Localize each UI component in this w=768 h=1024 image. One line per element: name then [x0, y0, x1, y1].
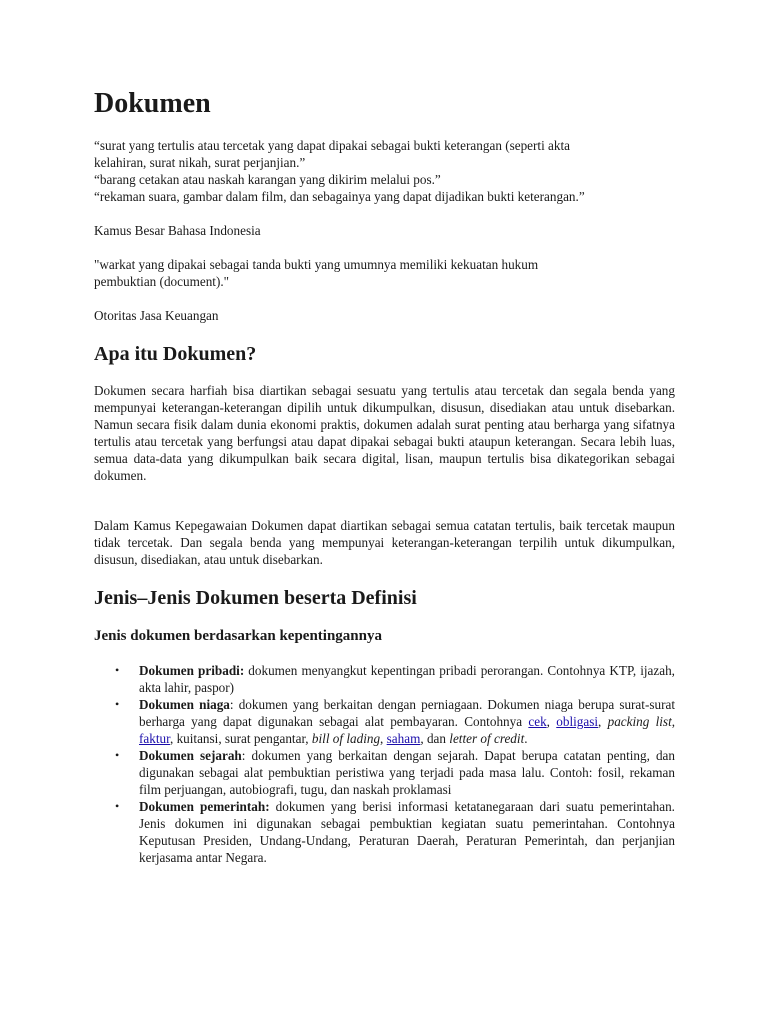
- quote-line: pembuktian (document).": [94, 274, 230, 289]
- term-dokumen-sejarah: Dokumen sejarah: [139, 748, 242, 763]
- term-letter-of-credit: letter of credit: [449, 731, 525, 746]
- source-ojk: Otoritas Jasa Keuangan: [94, 308, 219, 323]
- term-dokumen-pemerintah: Dokumen pemerintah:: [139, 799, 270, 814]
- source-kbbi: Kamus Besar Bahasa Indonesia: [94, 223, 261, 238]
- term-packing-list: packing list: [607, 714, 672, 729]
- separator-text: ,: [546, 714, 557, 729]
- link-faktur[interactable]: faktur: [139, 731, 170, 746]
- page-title: Dokumen: [94, 88, 211, 119]
- separator-text: ,: [380, 731, 387, 746]
- term-dokumen-pribadi: Dokumen pribadi:: [139, 663, 245, 678]
- quote-line: “surat yang tertulis atau tercetak yang dapat dipakai sebagai bukti keterangan (seperti akta: [94, 138, 571, 153]
- kbbi-definition-quotes: [94, 137, 675, 205]
- quote-line: "warkat yang dipakai sebagai tanda bukti yang umumnya memiliki kekuatan hukum: [94, 257, 539, 272]
- list-item-dokumen-pribadi: [94, 662, 675, 696]
- heading-jenis-dokumen: Jenis–Jenis Dokumen beserta Definisi: [94, 587, 417, 609]
- term-dokumen-niaga: Dokumen niaga: [139, 697, 230, 712]
- quote-line: “barang cetakan atau naskah karangan yang dikirim melalui pos.”: [94, 172, 441, 187]
- subheading-kepentingan: Jenis dokumen berdasarkan kepentingannya: [94, 628, 382, 644]
- desc-dokumen-niaga-cont: , kuitansi, surat pengantar,: [169, 731, 312, 746]
- bullet-icon: •: [115, 799, 120, 813]
- separator-text: ,: [671, 714, 676, 729]
- quote-line: “rekaman suara, gambar dalam film, dan sebagainya yang dapat dijadikan bukti keterangan.”: [94, 189, 585, 204]
- bullet-icon: •: [115, 697, 120, 711]
- bullet-icon: •: [115, 663, 120, 677]
- ojk-definition-quote: [94, 256, 675, 290]
- desc-dokumen-sejarah: : dokumen yang berkaitan dengan sejarah. Dapat berupa catatan penting, dan digunakan sebagai alat pembuktian peristiwa yang terjadi pada masa lalu. Contoh: fosil, rekaman film perjuangan, autobiografi, tugu, dan naskah proklamasi: [139, 748, 675, 797]
- list-item-dokumen-pemerintah: [94, 798, 675, 866]
- period-text: .: [524, 731, 528, 746]
- paragraph-definition: Dokumen secara harfiah bisa diartikan sebagai sesuatu yang tertulis atau tercetak dan segala benda yang mempunyai keterangan-keterangan dipilih untuk dikumpulkan, disusun, disediakan atau untuk disebarkan. Namun secara fisik dalam dunia ekonomi praktis, dokumen adalah surat penting atau berharga yang sifatnya tertulis atau tercetak yang berfungsi atau dapat dipakai sebagai bukti ataupun keterangan. Secara lebih luas, semua data-data yang dikumpulkan baik secara digital, lisan, maupun tertulis bisa dikategorikan sebagai dokumen.: [94, 383, 675, 483]
- bullet-icon: •: [115, 748, 120, 762]
- heading-apa-itu-dokumen: Apa itu Dokumen?: [94, 343, 257, 365]
- link-obligasi[interactable]: obligasi: [556, 714, 599, 729]
- list-item-dokumen-sejarah: [94, 747, 675, 798]
- document-types-list: [94, 662, 675, 866]
- quote-line: kelahiran, surat nikah, surat perjanjian.”: [94, 155, 306, 170]
- term-bill-of-lading: bill of lading: [311, 731, 381, 746]
- desc-dokumen-pribadi: dokumen menyangkut kepentingan pribadi perorangan. Contohnya KTP, ijazah, akta lahir, paspor): [139, 663, 675, 695]
- desc-dokumen-niaga: : dokumen yang berkaitan dengan perniagaan. Dokumen niaga berupa surat-surat berharga yang dapat digunakan sebagai alat pembayaran. Contohnya: [139, 697, 675, 729]
- link-saham[interactable]: saham: [386, 731, 421, 746]
- list-item-dokumen-niaga: [94, 696, 675, 747]
- link-cek[interactable]: cek: [528, 714, 547, 729]
- paragraph-kamus-kepegawaian: Dalam Kamus Kepegawaian Dokumen dapat diartikan sebagai semua catatan tertulis, baik tercetak maupun tidak tercetak. Dan segala benda yang mempunyai keterangan-keterangan terpilih untuk dikumpulkan, disusun, disediakan, atau untuk disebarkan.: [94, 518, 675, 567]
- separator-text: ,: [598, 714, 608, 729]
- desc-dokumen-niaga-and: , dan: [420, 731, 450, 746]
- desc-dokumen-pemerintah: dokumen yang berisi informasi ketatanegaraan dari suatu pemerintahan. Jenis dokumen ini digunakan sebagai pembuktian kegiatan suatu pemerintahan. Contohnya Keputusan Presiden, Undang-Undang, Peraturan Daerah, Peraturan Pemerintah, dan perjanjian kerjasama antar Negara.: [139, 799, 675, 865]
